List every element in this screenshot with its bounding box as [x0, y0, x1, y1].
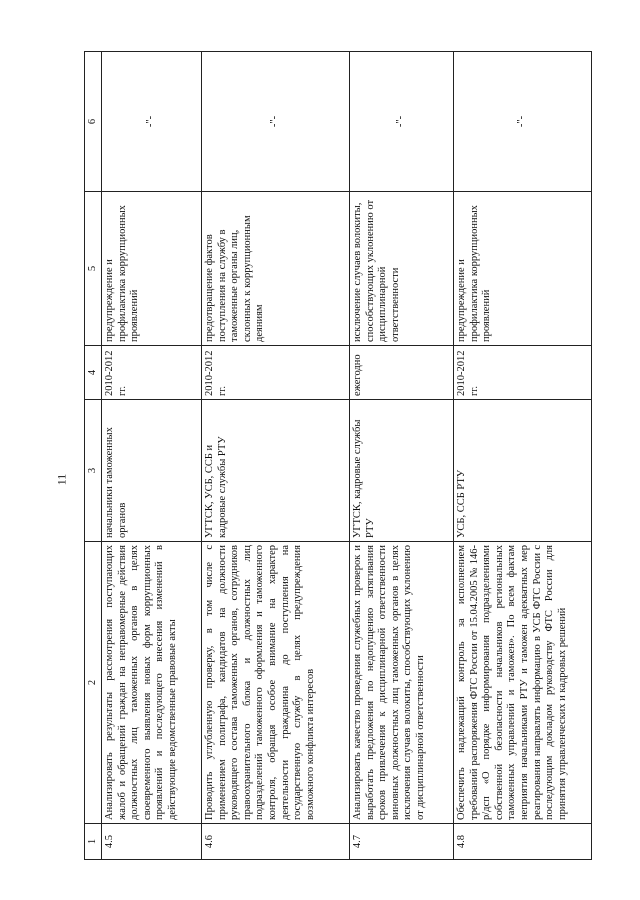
table-row — [454, 52, 592, 860]
row-note: -"- — [202, 52, 350, 192]
table-row — [202, 52, 350, 860]
header-col-3: 3 — [85, 400, 102, 542]
row-result: предотвращение фактов поступления на службу в таможенные органы лиц, склонных к коррупционным деяниям — [202, 192, 350, 346]
row-note: -"- — [350, 52, 454, 192]
page-number: 11 — [54, 473, 69, 486]
header-col-4: 4 — [85, 346, 102, 400]
row-term: 2010-2012 гг. — [102, 346, 202, 400]
header-col-6: 6 — [85, 52, 102, 192]
row-result: предупреждение и профилактика коррупционных проявлений — [102, 192, 202, 346]
row-note: -"- — [454, 52, 592, 192]
row-executor: УГТСК, УСБ, ССБ и кадровые службы РТУ — [202, 400, 350, 542]
row-executor: УСБ, ССБ РТУ — [454, 400, 592, 542]
row-action: Анализировать результаты рассмотрения поступающих жалоб и обращений граждан на неправомерные действия должностных лиц таможенных органов в целях своевременного выявления новых форм коррупционных проявлений и последующего внесения изменений в действующие ведомственные правовые акты — [102, 542, 202, 824]
row-number: 4.5 — [102, 824, 202, 860]
row-result: исключение случаев волокиты, способствующих уклонению от дисциплинарной ответственности — [350, 192, 454, 346]
row-action: Обеспечить надлежащий контроль за исполнением требований распоряжения ФТС России от 15.04.2005 № 146-р/дсп «О порядке информирования подразделениями собственной безопасности начальников региональных таможенных управлений и таможен». По всем фактам неприятия начальниками РТУ и таможен адекватных мер реагирования направлять информацию в УСБ ФТС России с последующим докладом руководству ФТС России для принятия управленческих и кадровых решений — [454, 542, 592, 824]
row-executor: УГТСК, кадровые службы РТУ — [350, 400, 454, 542]
row-number: 4.8 — [454, 824, 592, 860]
row-term: 2010-2012 гг. — [454, 346, 592, 400]
row-number: 4.7 — [350, 824, 454, 860]
row-action: Проводить углубленную проверку, в том числе с применением полиграфа, кандидатов на должности руководящего состава таможенных органов, сотрудников правоохранительного блока и должностных лиц подразделений таможенного оформления и таможенного контроля, обращая особое внимание на характер деятельности гражданина до поступления на государственную службу в целях предупреждения возможного конфликта интересов — [202, 542, 350, 824]
header-col-5: 5 — [85, 192, 102, 346]
row-number: 4.6 — [202, 824, 350, 860]
header-row — [85, 52, 102, 860]
row-note: -"- — [102, 52, 202, 192]
row-result: предупреждение и профилактика коррупционных проявлений — [454, 192, 592, 346]
row-term: ежегодно — [350, 346, 454, 400]
header-col-1: 1 — [85, 824, 102, 860]
table-row — [350, 52, 454, 860]
row-term: 2010-2012 гг. — [202, 346, 350, 400]
row-executor: начальники таможенных органов — [102, 400, 202, 542]
table-row — [102, 52, 202, 860]
measures-table — [84, 51, 592, 860]
rotated-page — [84, 52, 592, 860]
row-action: Анализировать качество проведения служебных проверок и выработать предложения по недопущению затягивания сроков привлечения к дисциплинарной ответственности виновных должностных лиц таможенных органов в целях исключения случаев волокиты, способствующих уклонению от дисциплинарной ответственности — [350, 542, 454, 824]
header-col-2: 2 — [85, 542, 102, 824]
